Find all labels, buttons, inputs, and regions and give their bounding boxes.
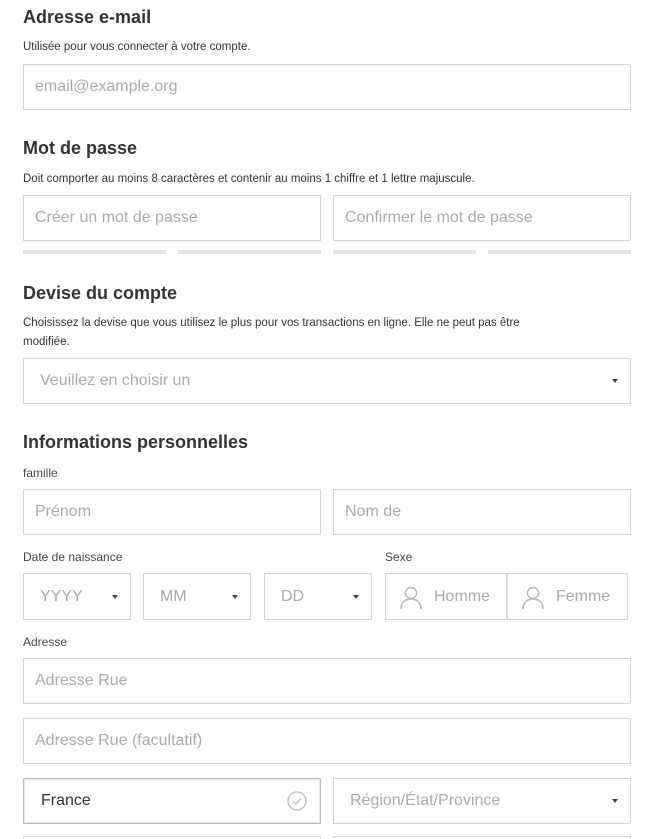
currency-section-title: Devise du compte — [23, 283, 178, 303]
street-address-field[interactable] — [23, 658, 631, 704]
gender-male-option[interactable] — [385, 573, 507, 620]
birth-month-select[interactable] — [143, 573, 251, 620]
name-label: famille — [23, 466, 58, 480]
last-name-placeholder: Nom de — [345, 503, 402, 520]
password-strength-bar-1 — [23, 250, 166, 254]
birth-year-select[interactable] — [23, 573, 131, 620]
create-password-placeholder: Créer un mot de passe — [35, 209, 198, 226]
password-strength-bar-2 — [178, 250, 321, 254]
street-address2-placeholder: Adresse Rue (facultatif) — [35, 732, 203, 749]
person-icon — [398, 584, 424, 610]
gender-female-label: Femme — [556, 587, 611, 605]
address-label: Adresse — [23, 635, 68, 649]
chevron-down-icon — [353, 595, 359, 599]
password-strength-bar-4 — [488, 250, 631, 254]
gender-male-label: Homme — [434, 587, 491, 605]
last-name-field[interactable] — [333, 489, 631, 535]
gender-female-option[interactable] — [507, 573, 628, 620]
currency-select[interactable] — [23, 358, 631, 404]
confirm-password-placeholder: Confirmer le mot de passe — [345, 209, 533, 226]
chevron-down-icon — [112, 595, 118, 599]
first-name-field[interactable] — [23, 489, 321, 535]
birth-day-value: DD — [281, 587, 305, 605]
confirm-password-field[interactable] — [333, 195, 631, 241]
password-description: Doit comporter au moins 8 caractères et contenir au moins 1 chiffre et 1 lettre majuscule. — [23, 173, 475, 185]
password-section-title: Mot de passe — [23, 138, 138, 158]
currency-select-placeholder: Veuillez en choisir un — [40, 372, 191, 389]
person-icon — [520, 584, 546, 610]
chevron-down-icon — [612, 799, 618, 803]
country-value: France — [41, 792, 91, 809]
email-placeholder: email@example.org — [35, 78, 178, 95]
country-select[interactable] — [23, 778, 321, 824]
sex-label: Sexe — [385, 550, 413, 564]
chevron-down-icon — [612, 379, 618, 383]
street-address2-field[interactable] — [23, 718, 631, 764]
email-description: Utilisée pour vous connecter à votre compte. — [23, 41, 251, 53]
create-password-field[interactable] — [23, 195, 321, 241]
chevron-down-icon — [232, 595, 238, 599]
email-section-title: Adresse e-mail — [23, 7, 152, 27]
birth-day-select[interactable] — [264, 573, 372, 620]
currency-description — [23, 314, 623, 352]
first-name-placeholder: Prénom — [35, 503, 92, 520]
dob-label: Date de naissance — [23, 550, 123, 564]
street-address-placeholder: Adresse Rue — [35, 672, 128, 689]
region-placeholder: Région/État/Province — [350, 792, 501, 809]
email-field[interactable] — [23, 64, 631, 110]
birth-month-value: MM — [160, 587, 187, 605]
check-circle-icon — [286, 790, 308, 812]
password-strength-bar-3 — [333, 250, 476, 254]
region-select[interactable] — [333, 778, 631, 824]
birth-year-value: YYYY — [40, 587, 83, 605]
personal-section-title: Informations personnelles — [23, 432, 249, 452]
currency-description-line1: Choisissez la devise que vous utilisez le plus pour vos transactions en ligne. Elle ne peut pas être — [23, 317, 520, 329]
currency-description-line2: modifiée. — [23, 336, 70, 348]
